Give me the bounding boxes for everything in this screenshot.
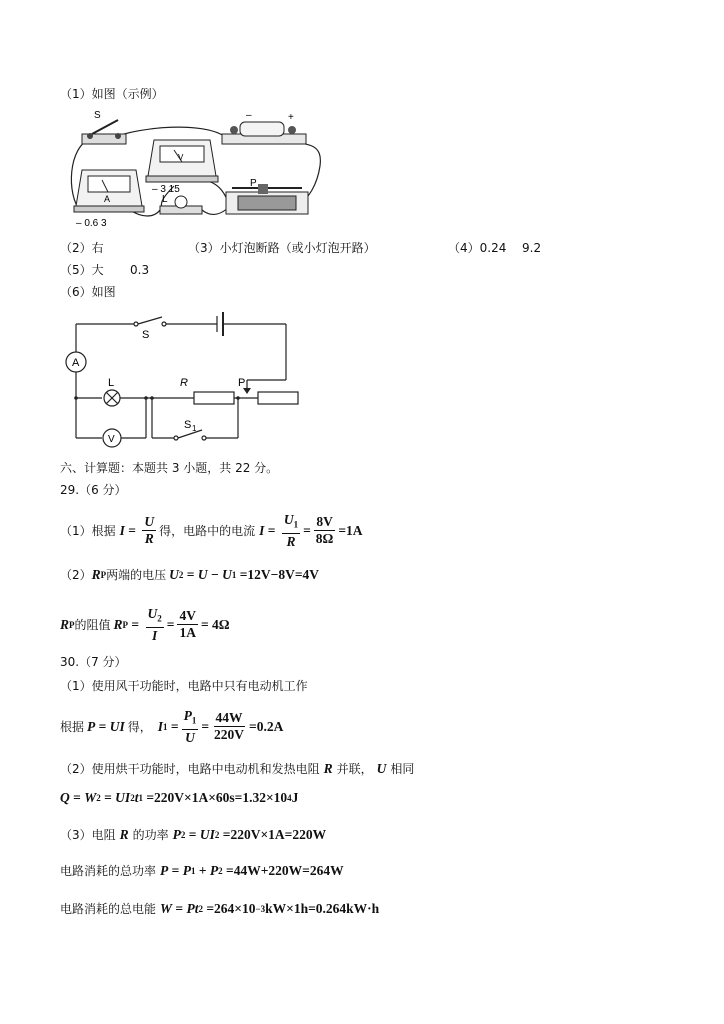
q30-line7: 电路消耗的总电能 W = Pt 2 =264×10 −3 kW×1h=0.264kW·h <box>60 900 380 916</box>
question-29-heading: 29.（6 分） <box>60 483 127 497</box>
photo-voltmeter-letter: V <box>178 153 184 162</box>
q30-line4: Q = W 2 = UI 2 t 1 =220V×1A×60s=1.32×10 4 J <box>60 790 299 805</box>
photo-label-plus: + <box>288 112 294 123</box>
answer-4: （4）0.24 <box>448 241 507 255</box>
q30-line6: 电路消耗的总功率 P = P 1 + P 2 =44W+220W=264W <box>60 862 344 878</box>
photo-label-minus: – <box>246 110 252 121</box>
circuit-schematic <box>62 308 302 450</box>
schematic-label-a: A <box>72 357 80 369</box>
q29-line1: （1）根据 I = $\frac{U}{R}$ 得，电路中的电流 I = $\frac{U_1}{R}$ = $\frac{8V}{8\Omega}$ =1A <box>60 512 363 549</box>
q30-line1: （1）使用风干功能时，电路中只有电动机工作 <box>60 679 308 693</box>
q29-line2: （2） R P 两端的电压 U 2 = U − U 1 =12V−8V=4V <box>60 566 320 582</box>
schematic-label-v: V <box>108 434 115 445</box>
q30-line2: 根据 P = UI 得， I 1 = $\frac{P_1}{U}$ = $\frac{44W}{220V}$ =0.2A <box>60 708 284 745</box>
q30-line5: （3）电阻 R 的功率 P 2 = UI 2 =220V×1A=220W <box>60 826 327 842</box>
q29-line3: R P 的阻值 R P = $\frac{U_2}{I}$ = $\frac{4V}{1A}$ = 4Ω <box>60 606 230 643</box>
photo-lamp-label: L <box>162 194 168 205</box>
question-30-heading: 30.（7 分） <box>60 655 127 669</box>
q30-line3: （2）使用烘干功能时，电路中电动机和发热电阻 R 并联， U 相同 <box>60 760 415 776</box>
schematic-label-s: S <box>142 329 150 341</box>
answer-3: （3）小灯泡断路（或小灯泡开路） <box>188 241 376 255</box>
answer-6: （6）如图 <box>60 285 116 299</box>
schematic-label-s1: S <box>184 419 192 431</box>
photo-slider-label: P <box>250 178 257 189</box>
answer-2: （2）右 <box>60 241 104 255</box>
photo-label-s: S <box>94 110 101 121</box>
schematic-label-l: L <box>108 377 115 389</box>
photo-ammeter-scale: – 0.6 3 <box>76 218 107 229</box>
answer-4-resistance: 9.2 <box>522 241 542 255</box>
section-heading: 六、计算题：本题共 3 小题，共 22 分。 <box>60 461 279 475</box>
schematic-label-r: R <box>180 377 188 389</box>
photo-ammeter-letter: A <box>104 194 111 204</box>
schematic-label-s1-sub: 1 <box>192 424 197 433</box>
answer-5-value: 0.3 <box>130 263 150 277</box>
answer-5: （5）大 <box>60 263 104 277</box>
circuit-photo-figure <box>62 106 332 232</box>
schematic-label-p: P <box>238 377 246 389</box>
photo-voltmeter-scale: – 3 15 <box>152 184 180 195</box>
answer-1: （1）如图（示例） <box>60 87 164 101</box>
